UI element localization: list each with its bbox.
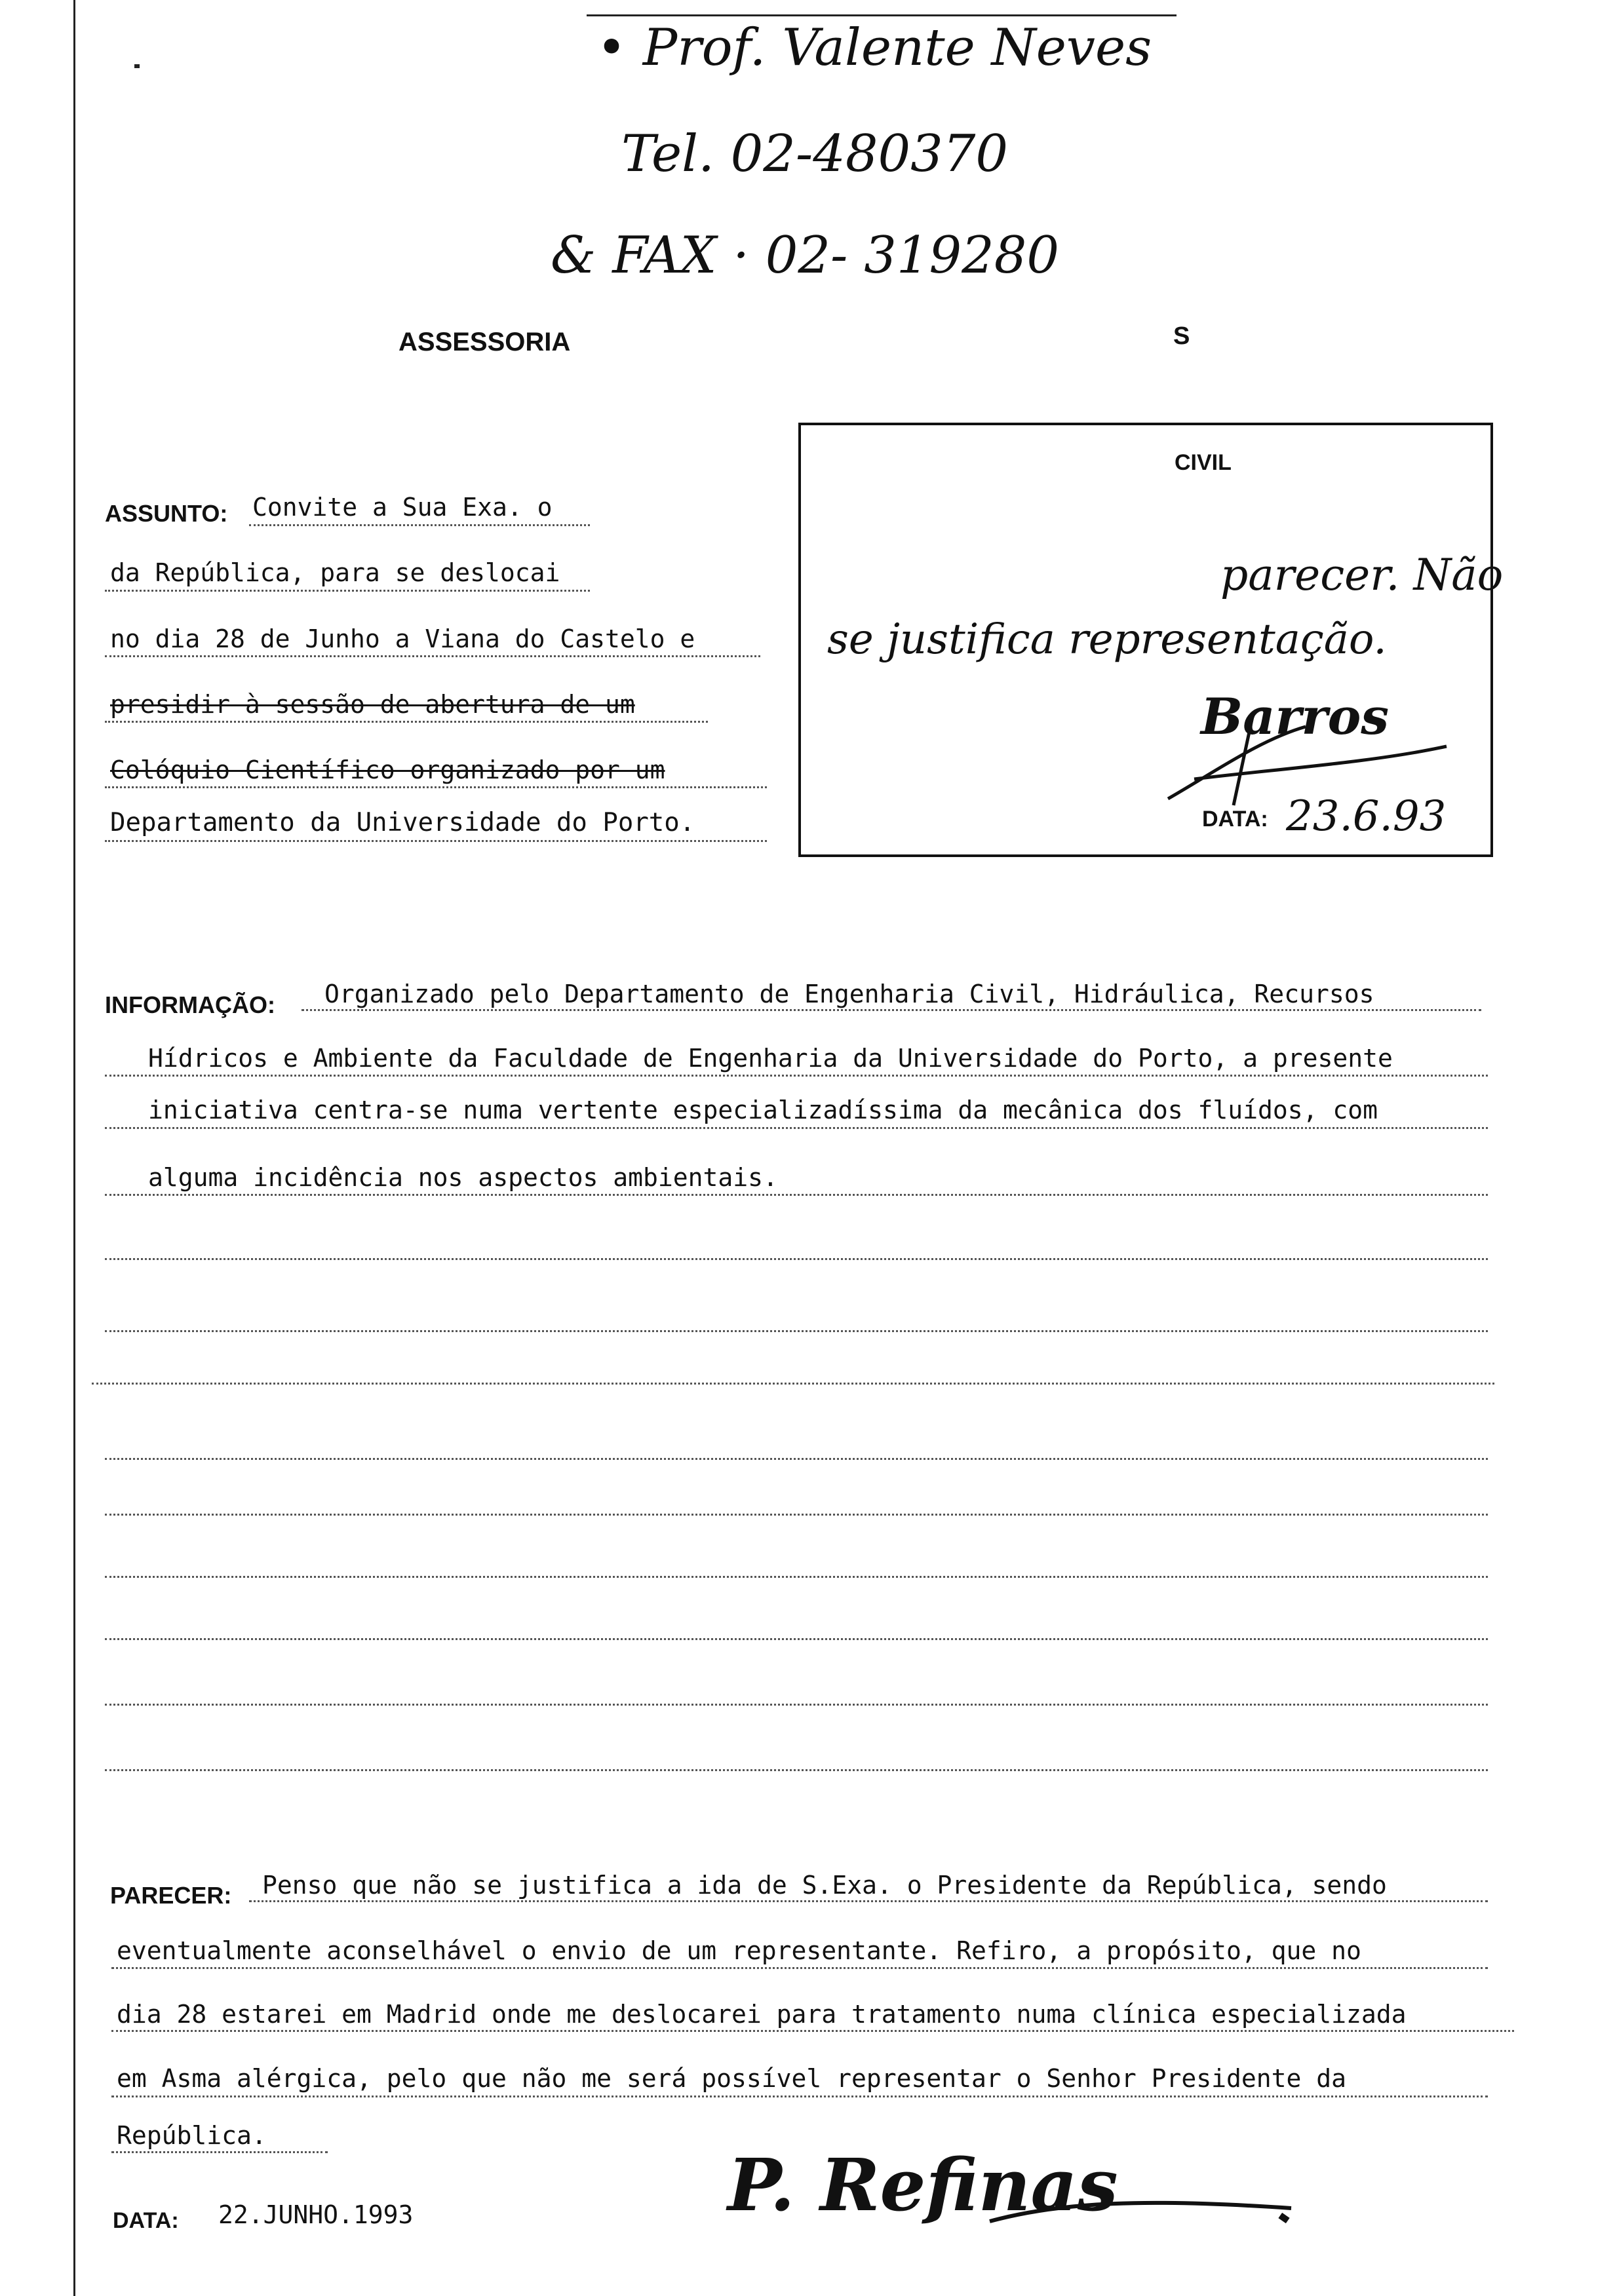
box-note-line-2: se justifica representação.: [827, 615, 1387, 664]
box-signature: Barros: [1201, 687, 1390, 746]
box-note-line-1: parecer. Não: [1220, 550, 1504, 600]
assunto-line-4: presidir à sessão de abertura de um: [110, 690, 635, 719]
footer-signature: P. Refinas: [728, 2143, 1118, 2227]
parecer-line-5: República.: [117, 2121, 267, 2150]
parecer-line-3: dia 28 estarei em Madrid onde me deslocarei para tratamento numa clínica especializada: [117, 2000, 1407, 2029]
informacao-dotline-2: [105, 1075, 1488, 1077]
footer-signature-flourish: [983, 2162, 1311, 2241]
assunto-dotline-1: [249, 524, 590, 526]
informacao-line-1: Organizado pelo Departamento de Engenharia Civil, Hidráulica, Recursos: [324, 980, 1374, 1008]
blank-dotline-1: [105, 1258, 1488, 1260]
assunto-dotline-4: [105, 721, 708, 723]
page-left-margin-line: [73, 0, 75, 2296]
parecer-line-4: em Asma alérgica, pelo que não me será possível representar o Senhor Presidente da: [117, 2064, 1346, 2093]
blank-dotline-8: [105, 1704, 1488, 1706]
assunto-line-1: Convite a Sua Exa. o: [252, 493, 553, 522]
footer-date-label: DATA:: [113, 2208, 179, 2233]
parecer-dotline-3: [111, 2030, 1514, 2032]
blank-dotline-3: [92, 1383, 1494, 1385]
parecer-dotline-4: [111, 2095, 1488, 2097]
assessoria-heading: ASSESSORIA: [399, 328, 571, 356]
blank-dotline-5: [105, 1514, 1488, 1516]
assunto-line-3: no dia 28 de Junho a Viana do Castelo e: [110, 624, 695, 653]
handwritten-phone: Tel. 02-480370: [621, 124, 1009, 183]
assunto-dotline-6: [105, 840, 767, 842]
informacao-line-4: alguma incidência nos aspectos ambientais.: [148, 1163, 778, 1192]
parecer-line-1: Penso que não se justifica a ida de S.Exa. o Presidente da República, sendo: [262, 1871, 1387, 1900]
parecer-dotline-2: [111, 1967, 1488, 1969]
parecer-dotline-1: [249, 1900, 1488, 1902]
blank-dotline-2: [105, 1330, 1488, 1332]
handwritten-contact-name: • Prof. Valente Neves: [596, 18, 1152, 77]
box-heading-civil: CIVIL: [1175, 450, 1232, 475]
assunto-line-2: da República, para se deslocai: [110, 558, 560, 587]
assunto-line-5: Colóquio Científico organizado por um: [110, 756, 665, 784]
blank-dotline-9: [105, 1769, 1488, 1771]
top-rule: [587, 14, 1177, 16]
assunto-dotline-2: [105, 590, 590, 592]
footer-date-value: 22.JUNHO.1993: [218, 2200, 414, 2229]
blank-dotline-7: [105, 1638, 1488, 1640]
assunto-label: ASSUNTO:: [105, 500, 228, 527]
despacho-box: [798, 423, 1504, 857]
assunto-dotline-3: [105, 655, 760, 657]
informacao-line-3: iniciativa centra-se numa vertente especializadíssima da mecânica dos fluídos, com: [148, 1096, 1378, 1124]
informacao-dotline-3: [105, 1127, 1488, 1129]
stray-mark: [134, 64, 140, 68]
box-date-label: DATA:: [1202, 807, 1268, 832]
blank-dotline-4: [105, 1458, 1488, 1460]
informacao-line-2: Hídricos e Ambiente da Faculdade de Engenharia da Universidade do Porto, a presente: [148, 1044, 1393, 1073]
informacao-dotline-1: [302, 1009, 1481, 1011]
assunto-line-6: Departamento da Universidade do Porto.: [110, 808, 695, 837]
handwritten-fax: & FAX · 02- 319280: [551, 226, 1059, 285]
informacao-dotline-4: [105, 1194, 1488, 1196]
box-date-value: 23.6.93: [1286, 792, 1447, 841]
assunto-dotline-5: [105, 786, 767, 788]
blank-dotline-6: [105, 1576, 1488, 1578]
heading-fragment-s: S: [1173, 322, 1190, 350]
informacao-label: INFORMAÇÃO:: [105, 991, 275, 1018]
parecer-dotline-5: [111, 2151, 328, 2153]
parecer-label: PARECER:: [110, 1882, 232, 1909]
parecer-line-2: eventualmente aconselhável o envio de um representante. Refiro, a propósito, que no: [117, 1936, 1361, 1965]
